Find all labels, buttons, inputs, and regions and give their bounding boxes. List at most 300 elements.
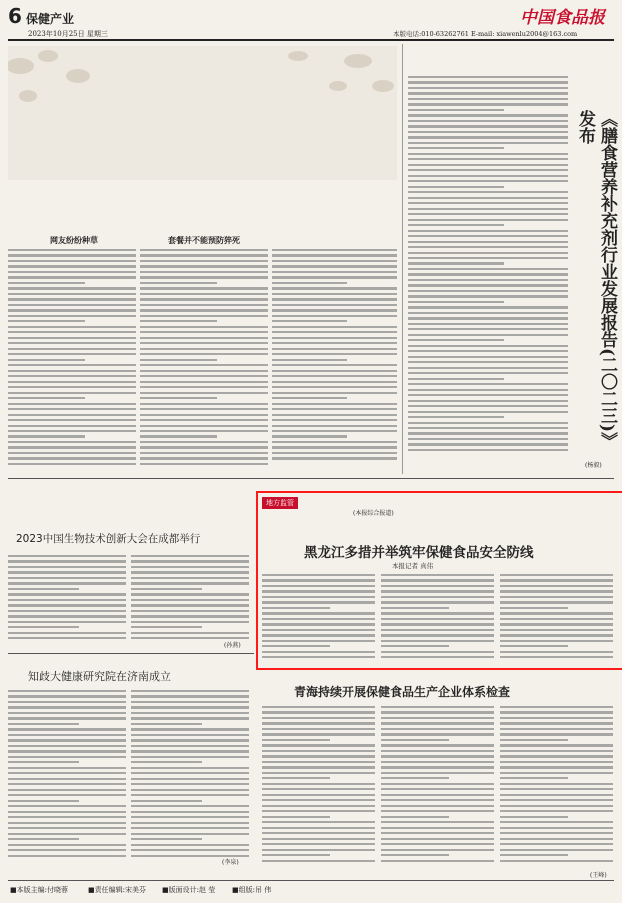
text-line (381, 794, 494, 796)
text-line (408, 158, 568, 160)
text-line (140, 265, 268, 267)
text-line (262, 750, 375, 752)
text-line (408, 191, 568, 193)
text-line (140, 287, 268, 289)
text-line (8, 695, 126, 697)
text-line (8, 610, 126, 612)
story5-body-2 (381, 706, 494, 866)
text-line (500, 612, 613, 614)
text-line (500, 744, 613, 746)
story5-body-1 (262, 706, 375, 866)
text-line (8, 254, 136, 256)
text-line (381, 651, 494, 653)
text-line (131, 838, 202, 840)
text-line (140, 337, 268, 339)
text-line (408, 169, 568, 171)
text-line (140, 331, 268, 333)
text-line (272, 254, 397, 256)
text-line (140, 254, 268, 256)
text-line (140, 375, 268, 377)
text-line (272, 315, 397, 317)
text-line (408, 345, 568, 347)
text-line (500, 827, 613, 829)
text-line (408, 197, 568, 199)
text-line (8, 249, 136, 251)
text-line (500, 783, 613, 785)
text-line (8, 593, 126, 595)
text-line (8, 304, 136, 306)
story5-body-3 (500, 706, 613, 866)
page-header (0, 0, 622, 40)
text-line (408, 114, 568, 116)
text-line (408, 328, 568, 330)
text-line (408, 257, 568, 259)
text-line (500, 706, 613, 708)
text-line (262, 612, 375, 614)
text-line (131, 560, 249, 562)
text-line (262, 805, 375, 807)
text-line (272, 457, 397, 459)
text-line (500, 838, 613, 840)
text-line (8, 816, 126, 818)
text-line (140, 293, 268, 295)
text-line (262, 755, 375, 757)
text-line (140, 315, 268, 317)
column-divider (402, 44, 403, 474)
text-line (408, 405, 568, 407)
text-line (8, 315, 136, 317)
text-line (8, 827, 126, 829)
text-line (381, 711, 494, 713)
text-line (140, 282, 217, 284)
text-line (262, 574, 375, 576)
text-line (140, 414, 268, 416)
text-line (8, 712, 126, 714)
text-line (8, 761, 79, 763)
text-line (131, 745, 249, 747)
text-line (131, 789, 249, 791)
text-line (8, 783, 126, 785)
text-line (381, 821, 494, 823)
story4-body-1 (8, 690, 126, 865)
text-line (262, 640, 375, 642)
text-line (408, 273, 568, 275)
text-line (408, 262, 504, 264)
text-line (131, 555, 249, 557)
text-line (408, 125, 568, 127)
text-line (131, 577, 249, 579)
text-line (272, 320, 347, 322)
text-line (140, 408, 268, 410)
text-line (262, 821, 375, 823)
text-line (140, 348, 268, 350)
text-line (500, 728, 613, 730)
text-line (8, 331, 136, 333)
text-line (272, 282, 347, 284)
text-line (262, 596, 375, 598)
text-line (140, 419, 268, 421)
text-line (381, 623, 494, 625)
text-line (8, 326, 136, 328)
text-line (381, 656, 494, 658)
text-line (8, 348, 136, 350)
text-line (500, 805, 613, 807)
text-line (8, 457, 136, 459)
text-line (140, 276, 268, 278)
text-line (408, 295, 568, 297)
text-line (408, 164, 568, 166)
section-name: 保健产业 (26, 12, 75, 26)
text-line (8, 265, 136, 267)
text-line (131, 822, 249, 824)
text-line (408, 208, 568, 210)
text-line (500, 645, 568, 647)
text-line (140, 298, 268, 300)
text-line (272, 435, 347, 437)
text-line (500, 629, 613, 631)
story3-byline: 本报记者 真伟 (392, 562, 434, 570)
text-line (500, 772, 613, 774)
text-line (131, 805, 249, 807)
text-line (272, 287, 397, 289)
text-line (8, 419, 136, 421)
text-line (500, 794, 613, 796)
text-line (408, 301, 504, 303)
lead-subhead-2: 套餐并不能预防猝死 (168, 235, 240, 245)
text-line (381, 601, 494, 603)
text-line (272, 370, 397, 372)
text-line (272, 260, 397, 262)
text-line (408, 252, 568, 254)
lead-sign: (本报综合报道) (353, 510, 394, 517)
text-line (408, 443, 568, 445)
text-line (381, 810, 494, 812)
text-line (131, 844, 249, 846)
footer-editor: ■本版主编:付哓蓉 (10, 886, 68, 894)
text-line (381, 860, 494, 862)
text-line (131, 593, 249, 595)
text-line (500, 596, 613, 598)
text-line (381, 761, 494, 763)
text-line (272, 265, 397, 267)
text-line (408, 432, 568, 434)
text-line (262, 783, 375, 785)
text-line (500, 810, 613, 812)
text-line (8, 571, 126, 573)
text-line (262, 744, 375, 746)
text-line (140, 326, 268, 328)
lead-col-3 (272, 249, 397, 464)
story4-title: 知歧大健康研究院在济南成立 (28, 670, 171, 683)
text-line (8, 838, 79, 840)
report-sign: (杨毅) (585, 462, 602, 469)
text-line (8, 778, 126, 780)
text-line (262, 706, 375, 708)
text-line (500, 717, 613, 719)
text-line (408, 186, 504, 188)
text-line (8, 739, 126, 741)
footer-layout: ■组版:吊 伟 (232, 886, 272, 894)
text-line (381, 739, 449, 741)
text-line (8, 615, 126, 617)
text-line (8, 430, 136, 432)
text-line (140, 452, 268, 454)
text-line (381, 629, 494, 631)
text-line (272, 271, 397, 273)
text-line (8, 446, 136, 448)
text-line (381, 766, 494, 768)
text-line (272, 419, 397, 421)
text-line (131, 761, 202, 763)
story2-body-1 (8, 555, 126, 647)
text-line (408, 230, 568, 232)
text-line (408, 356, 568, 358)
lead-subhead-1: 网友纷纷种草 (50, 235, 98, 245)
text-line (8, 364, 136, 366)
text-line (272, 249, 397, 251)
text-line (500, 739, 568, 741)
text-line (500, 860, 613, 862)
text-line (8, 621, 126, 623)
text-line (131, 811, 249, 813)
text-line (408, 81, 568, 83)
text-line (408, 438, 568, 440)
text-line (140, 430, 268, 432)
header-rule (8, 39, 614, 41)
text-line (381, 783, 494, 785)
text-line (8, 397, 85, 399)
text-line (8, 582, 126, 584)
text-line (500, 607, 568, 609)
text-line (140, 359, 217, 361)
text-line (408, 98, 568, 100)
text-line (8, 745, 126, 747)
text-line (408, 92, 568, 94)
text-line (408, 153, 568, 155)
story2-rule (8, 653, 254, 654)
text-line (262, 761, 375, 763)
text-line (8, 566, 126, 568)
text-line (408, 372, 568, 374)
text-line (8, 309, 136, 311)
text-line (8, 353, 136, 355)
text-line (262, 623, 375, 625)
footer-responsible: ■责任编辑:宋美芬 (88, 886, 146, 894)
supplement-pills-image (8, 46, 397, 180)
text-line (8, 287, 136, 289)
text-line (262, 794, 375, 796)
issue-date: 2023年10月25日 星期三 (28, 30, 108, 38)
text-line (408, 361, 568, 363)
text-line (262, 590, 375, 592)
text-line (408, 416, 504, 418)
text-line (381, 805, 494, 807)
text-line (131, 717, 249, 719)
text-line (381, 733, 494, 735)
text-line (272, 397, 347, 399)
text-line (408, 120, 568, 122)
text-line (500, 755, 613, 757)
text-line (408, 334, 568, 336)
text-line (140, 370, 268, 372)
text-line (8, 441, 136, 443)
text-line (500, 849, 613, 851)
text-line (408, 109, 504, 111)
text-line (262, 629, 375, 631)
text-line (262, 788, 375, 790)
text-line (140, 320, 217, 322)
text-line (500, 832, 613, 834)
text-line (381, 799, 494, 801)
text-line (8, 690, 126, 692)
text-line (8, 626, 79, 628)
text-line (272, 359, 347, 361)
text-line (272, 452, 397, 454)
text-line (8, 728, 126, 730)
text-line (381, 777, 449, 779)
text-line (500, 623, 613, 625)
text-line (262, 711, 375, 713)
text-line (131, 756, 249, 758)
text-line (131, 833, 249, 835)
text-line (140, 353, 268, 355)
text-line (500, 766, 613, 768)
text-line (8, 320, 85, 322)
text-line (8, 282, 85, 284)
story2-title: 2023中国生物技术创新大会在成都举行 (16, 533, 201, 545)
text-line (8, 271, 136, 273)
text-line (408, 213, 568, 215)
text-line (262, 799, 375, 801)
text-line (272, 430, 397, 432)
text-line (262, 651, 375, 653)
text-line (8, 833, 126, 835)
text-line (408, 389, 568, 391)
text-line (8, 734, 126, 736)
text-line (131, 615, 249, 617)
text-line (8, 599, 126, 601)
text-line (262, 838, 375, 840)
text-line (408, 131, 568, 133)
text-line (140, 364, 268, 366)
text-line (272, 408, 397, 410)
text-line (381, 634, 494, 636)
text-line (500, 777, 568, 779)
text-line (8, 452, 136, 454)
text-line (8, 370, 136, 372)
text-line (408, 202, 568, 204)
text-line (500, 656, 613, 658)
text-line (408, 284, 568, 286)
text-line (131, 626, 202, 628)
text-line (8, 375, 136, 377)
story3-title: 黑龙江多措并举筑牢保健食品安全防线 (304, 545, 534, 561)
text-line (131, 695, 249, 697)
text-line (8, 577, 126, 579)
text-line (8, 408, 136, 410)
text-line (262, 810, 375, 812)
text-line (408, 394, 568, 396)
report-body (408, 76, 568, 458)
text-line (8, 392, 136, 394)
text-line (131, 571, 249, 573)
text-line (381, 585, 494, 587)
text-line (262, 728, 375, 730)
text-line (381, 788, 494, 790)
text-line (140, 309, 268, 311)
text-line (8, 706, 126, 708)
text-line (262, 854, 330, 856)
text-line (500, 634, 613, 636)
text-line (8, 276, 136, 278)
text-line (381, 755, 494, 757)
story2-body-2 (131, 555, 249, 647)
text-line (272, 441, 397, 443)
text-line (408, 427, 568, 429)
text-line (8, 403, 136, 405)
text-line (131, 767, 249, 769)
text-line (8, 463, 136, 465)
text-line (500, 579, 613, 581)
text-line (131, 610, 249, 612)
text-line (381, 579, 494, 581)
text-line (381, 722, 494, 724)
story3-body-1 (262, 574, 375, 664)
text-line (408, 339, 504, 341)
text-line (262, 827, 375, 829)
text-line (408, 317, 568, 319)
text-line (381, 832, 494, 834)
text-line (8, 435, 85, 437)
text-line (140, 463, 268, 465)
text-line (272, 381, 397, 383)
section-tag: 地方监管 (262, 497, 298, 509)
text-line (500, 585, 613, 587)
contact-line: 本版电话:010-63262761 E-mail: xiawenlu2004@163.com (393, 30, 578, 38)
text-line (272, 353, 397, 355)
text-line (500, 590, 613, 592)
text-line (381, 772, 494, 774)
text-line (140, 304, 268, 306)
text-line (408, 449, 568, 451)
text-line (262, 722, 375, 724)
text-line (131, 794, 249, 796)
text-line (8, 849, 126, 851)
text-line (381, 607, 449, 609)
text-line (272, 331, 397, 333)
text-line (408, 422, 568, 424)
text-line (131, 739, 249, 741)
text-line (500, 640, 613, 642)
text-line (272, 364, 397, 366)
text-line (8, 717, 126, 719)
text-line (408, 103, 568, 105)
text-line (131, 582, 249, 584)
text-line (500, 733, 613, 735)
text-line (272, 446, 397, 448)
text-line (8, 425, 136, 427)
text-line (262, 585, 375, 587)
text-line (262, 860, 375, 862)
text-line (408, 180, 568, 182)
report-vertical-title: 《膳食营养补充剂行业发展报告(二〇二三)》发布 (575, 110, 617, 450)
text-line (500, 711, 613, 713)
text-line (131, 712, 249, 714)
text-line (262, 579, 375, 581)
story5-sign: (王峰) (590, 872, 607, 879)
text-line (131, 566, 249, 568)
text-line (272, 298, 397, 300)
